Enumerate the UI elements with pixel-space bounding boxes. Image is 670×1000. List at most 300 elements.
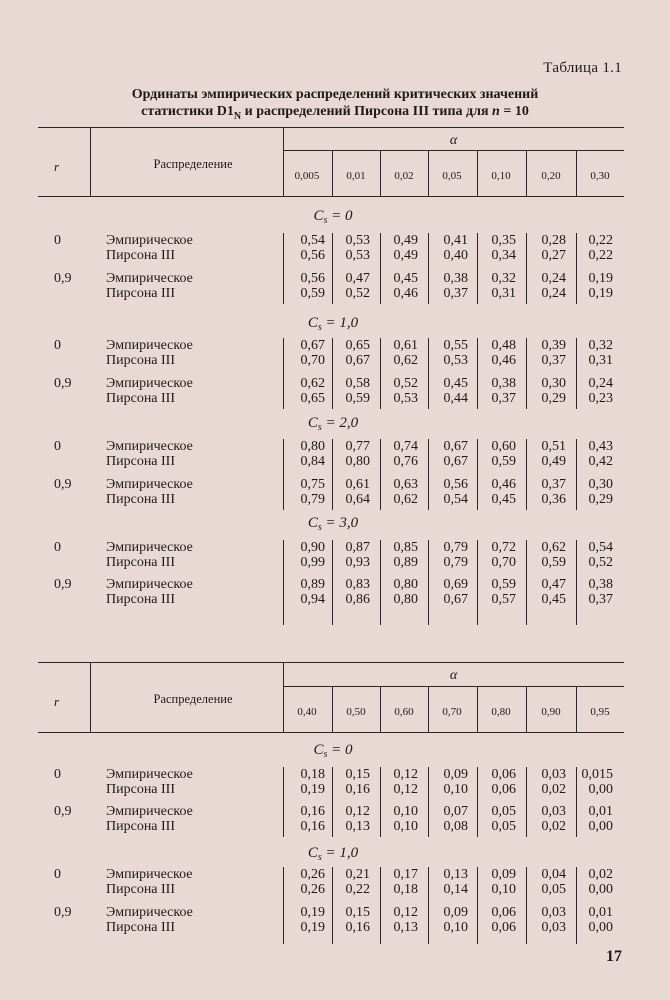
data-column-rule: [380, 439, 381, 510]
table-cell: 0,99: [300, 555, 325, 570]
table-cell: 0,55: [443, 338, 468, 353]
table-cell: 0,13: [345, 819, 370, 834]
cs-symbol: C: [313, 742, 324, 758]
table-cell: 0,63: [393, 477, 418, 492]
table-cell: 0,32: [491, 271, 516, 286]
cs-value: = 0: [327, 742, 353, 758]
r-value: 0: [54, 233, 61, 248]
data-column-rule: [283, 233, 284, 304]
table-cell: 0,07: [443, 804, 468, 819]
header-bottom-rule: [38, 196, 624, 197]
table-cell: 0,00: [588, 882, 613, 897]
table-cell: 0,67: [443, 454, 468, 469]
header-alpha: α: [449, 668, 458, 683]
table-cell: 0,12: [393, 905, 418, 920]
table-cell: 0,84: [300, 454, 325, 469]
data-column-rule: [576, 767, 577, 837]
table-cell: 0,00: [588, 819, 613, 834]
alpha-value: 0,01: [346, 170, 366, 182]
header-r: r: [54, 159, 60, 174]
table-cell: 0,13: [393, 920, 418, 935]
r-value: 0,9: [54, 376, 72, 391]
distribution-name: Пирсона III: [106, 248, 176, 263]
table-cell: 0,18: [300, 767, 325, 782]
data-column-rule: [380, 767, 381, 837]
distribution-name: Эмпиричecкое: [106, 867, 193, 882]
alpha-value: 0,20: [541, 170, 561, 182]
alpha-value: 0,30: [590, 170, 610, 182]
caption-line-2-pre: статистики D1: [141, 104, 234, 119]
data-column-rule: [332, 767, 333, 837]
caption-line-2-end: = 10: [499, 104, 529, 119]
table-cell: 0,56: [300, 248, 325, 263]
alpha-value: 0,90: [541, 706, 561, 718]
data-column-rule: [477, 439, 478, 510]
table-cell: 0,52: [588, 555, 613, 570]
table-cell: 0,38: [491, 376, 516, 391]
table-cell: 0,60: [491, 439, 516, 454]
distribution-name: Пирсона III: [106, 286, 176, 301]
table-cell: 0,02: [541, 819, 566, 834]
table-cell: 0,80: [393, 592, 418, 607]
table-cell: 0,48: [491, 338, 516, 353]
table-label: Таблица 1.1: [543, 60, 622, 76]
table-cell: 0,10: [443, 920, 468, 935]
distribution-name: Пирсона III: [106, 454, 176, 469]
table-cell: 0,21: [345, 867, 370, 882]
alpha-header-divider: [332, 686, 333, 732]
table-cell: 0,87: [345, 540, 370, 555]
table-cell: 0,70: [300, 353, 325, 368]
distribution-name: Пирсона III: [106, 882, 176, 897]
table-cell: 0,52: [345, 286, 370, 301]
table-cell: 0,28: [541, 233, 566, 248]
table-cell: 0,22: [588, 248, 613, 263]
alpha-value: 0,70: [442, 706, 462, 718]
cs-symbol: C: [313, 208, 324, 224]
cs-value: = 0: [327, 208, 353, 224]
cs-value: = 1,0: [321, 315, 359, 331]
table-cell: 0,00: [588, 782, 613, 797]
distribution-name: Эмпирическое: [106, 804, 193, 819]
table-cell: 0,31: [588, 353, 613, 368]
header-bottom-rule: [38, 732, 624, 733]
table-cell: 0,29: [541, 391, 566, 406]
data-column-rule: [526, 338, 527, 409]
table-cell: 0,62: [541, 540, 566, 555]
table-cell: 0,94: [300, 592, 325, 607]
r-value: 0: [54, 338, 61, 353]
table-cell: 0,05: [491, 804, 516, 819]
alpha-header-divider: [526, 150, 527, 196]
table-cell: 0,56: [443, 477, 468, 492]
distribution-name: Эмпирическое: [106, 577, 193, 592]
r-value: 0,9: [54, 271, 72, 286]
alpha-value: 0,10: [491, 170, 511, 182]
r-column-divider: [90, 127, 91, 196]
table-cell: 0,23: [588, 391, 613, 406]
table-cell: 0,72: [491, 540, 516, 555]
data-column-rule: [576, 867, 577, 944]
table-cell: 0,45: [491, 492, 516, 507]
cs-heading-text: [283, 742, 383, 760]
table-cell: 0,10: [393, 819, 418, 834]
table-cell: 0,16: [300, 819, 325, 834]
cs-symbol: C: [307, 515, 318, 531]
r-value: 0,9: [54, 477, 72, 492]
table-cell: 0,22: [345, 882, 370, 897]
r-value: 0: [54, 439, 61, 454]
table-cell: 0,01: [588, 905, 613, 920]
table-cell: 0,42: [588, 454, 613, 469]
alpha-value: 0,005: [294, 170, 320, 182]
table-cell: 0,59: [345, 391, 370, 406]
table-caption: [0, 86, 670, 125]
header-alpha: α: [449, 133, 458, 148]
table-cell: 0,67: [300, 338, 325, 353]
table-cell: 0,04: [541, 867, 566, 882]
distribution-name: Пирсона III: [106, 555, 176, 570]
r-value: 0: [54, 767, 61, 782]
table-cell: 0,80: [300, 439, 325, 454]
alpha-header-rule: [283, 686, 624, 687]
data-column-rule: [332, 867, 333, 944]
alpha-value: 0,40: [297, 706, 317, 718]
distribution-name: Пирсона III: [106, 592, 176, 607]
table-cell: 0,37: [541, 477, 566, 492]
cs-heading-text: [283, 315, 383, 333]
r-value: 0,9: [54, 804, 72, 819]
data-column-rule: [477, 540, 478, 625]
data-column-rule: [283, 338, 284, 409]
r-value: 0,9: [54, 577, 72, 592]
table-cell: 0,35: [491, 233, 516, 248]
table-cell: 0,53: [345, 233, 370, 248]
data-column-rule: [428, 338, 429, 409]
alpha-value: 0,80: [491, 706, 511, 718]
table-cell: 0,80: [345, 454, 370, 469]
table-cell: 0,65: [345, 338, 370, 353]
data-column-rule: [576, 439, 577, 510]
data-column-rule: [477, 338, 478, 409]
distribution-name: Эмпирическое: [106, 477, 193, 492]
cs-value: = 3,0: [321, 515, 359, 531]
table-cell: 0,56: [300, 271, 325, 286]
distribution-name: Пирсона III: [106, 819, 176, 834]
cs-heading-text: [283, 515, 383, 533]
table-cell: 0,19: [588, 286, 613, 301]
caption-line-2-var: n: [492, 104, 500, 119]
distribution-name: Эмпирическое: [106, 233, 193, 248]
alpha-header-divider: [428, 150, 429, 196]
table-cell: 0,46: [491, 477, 516, 492]
table-cell: 0,76: [393, 454, 418, 469]
distribution-name: Пирсона III: [106, 353, 176, 368]
table-cell: 0,62: [393, 492, 418, 507]
table-cell: 0,09: [491, 867, 516, 882]
table-cell: 0,67: [443, 439, 468, 454]
table-cell: 0,79: [300, 492, 325, 507]
alpha-value: 0,05: [442, 170, 462, 182]
table-cell: 0,39: [541, 338, 566, 353]
caption-line-2-sub: N: [233, 110, 242, 122]
header-distribution: Распределение: [153, 157, 233, 171]
data-column-rule: [477, 767, 478, 837]
table-cell: 0,18: [393, 882, 418, 897]
distribution-name: Пирсона III: [106, 920, 176, 935]
table-cell: 0,44: [443, 391, 468, 406]
table-cell: 0,10: [443, 782, 468, 797]
table-cell: 0,06: [491, 905, 516, 920]
table-cell: 0,57: [491, 592, 516, 607]
table-cell: 0,38: [443, 271, 468, 286]
data-column-rule: [380, 338, 381, 409]
table-cell: 0,45: [393, 271, 418, 286]
distribution-name: Эмпирическое: [106, 376, 193, 391]
data-column-rule: [428, 767, 429, 837]
cs-value: = 2,0: [321, 415, 359, 431]
cs-subscript: s: [317, 322, 322, 333]
table-cell: 0,41: [443, 233, 468, 248]
table-cell: 0,59: [541, 555, 566, 570]
distribution-name: Пирсона III: [106, 492, 176, 507]
alpha-header-divider: [526, 686, 527, 732]
table-cell: 0,67: [345, 353, 370, 368]
table-cell: 0,51: [541, 439, 566, 454]
r-column-divider: [90, 662, 91, 732]
distribution-name: Пирсона III: [106, 391, 176, 406]
table-cell: 0,19: [300, 920, 325, 935]
data-column-rule: [283, 439, 284, 510]
table-cell: 0,53: [345, 248, 370, 263]
table-cell: 0,34: [491, 248, 516, 263]
data-column-rule: [283, 540, 284, 625]
header-r: r: [54, 694, 60, 709]
cs-symbol: C: [307, 415, 318, 431]
table-cell: 0,30: [588, 477, 613, 492]
alpha-header-divider: [428, 686, 429, 732]
table-cell: 0,24: [588, 376, 613, 391]
table-cell: 0,15: [345, 905, 370, 920]
table-cell: 0,03: [541, 804, 566, 819]
cs-subscript: s: [317, 522, 322, 533]
r-value: 0,9: [54, 905, 72, 920]
table-cell: 0,19: [300, 782, 325, 797]
table-cell: 0,53: [443, 353, 468, 368]
cs-subscript: s: [317, 422, 322, 433]
table-cell: 0,24: [541, 286, 566, 301]
table-cell: 0,03: [541, 920, 566, 935]
table-cell: 0,79: [443, 555, 468, 570]
table-cell: 0,08: [443, 819, 468, 834]
table-cell: 0,37: [491, 391, 516, 406]
table-cell: 0,13: [443, 867, 468, 882]
alpha-header-divider: [477, 150, 478, 196]
table-cell: 0,45: [443, 376, 468, 391]
table-cell: 0,49: [393, 248, 418, 263]
data-column-rule: [477, 867, 478, 944]
alpha-header-divider: [380, 686, 381, 732]
table-cell: 0,12: [345, 804, 370, 819]
table-cell: 0,19: [588, 271, 613, 286]
table-cell: 0,24: [541, 271, 566, 286]
table-cell: 0,06: [491, 920, 516, 935]
table-cell: 0,05: [491, 819, 516, 834]
data-column-rule: [428, 867, 429, 944]
table-cell: 0,10: [393, 804, 418, 819]
table-cell: 0,32: [588, 338, 613, 353]
r-value: 0: [54, 867, 61, 882]
table-cell: 0,06: [491, 767, 516, 782]
cs-heading-text: [283, 415, 383, 433]
page-number: 17: [606, 948, 622, 965]
alpha-value: 0,50: [346, 706, 366, 718]
table-cell: 0,16: [345, 920, 370, 935]
table-cell: 0,54: [443, 492, 468, 507]
alpha-header-divider: [576, 686, 577, 732]
table-cell: 0,77: [345, 439, 370, 454]
table-cell: 0,29: [588, 492, 613, 507]
table-cell: 0,89: [300, 577, 325, 592]
table-cell: 0,36: [541, 492, 566, 507]
cs-value: = 1,0: [321, 845, 359, 861]
table-cell: 0,54: [588, 540, 613, 555]
table-cell: 0,67: [443, 592, 468, 607]
table-cell: 0,54: [300, 233, 325, 248]
table-cell: 0,015: [581, 767, 613, 782]
data-column-rule: [428, 439, 429, 510]
table-cell: 0,86: [345, 592, 370, 607]
table-top-rule: [38, 662, 624, 663]
table-cell: 0,74: [393, 439, 418, 454]
data-column-rule: [526, 233, 527, 304]
caption-line-2-post: и распределений Пирсона III типа для: [241, 104, 493, 119]
table-cell: 0,61: [345, 477, 370, 492]
table-top-rule: [38, 127, 624, 128]
table-cell: 0,59: [300, 286, 325, 301]
table-cell: 0,30: [541, 376, 566, 391]
data-column-rule: [332, 540, 333, 625]
table-cell: 0,85: [393, 540, 418, 555]
data-column-rule: [332, 439, 333, 510]
data-column-rule: [576, 233, 577, 304]
table-cell: 0,80: [393, 577, 418, 592]
table-cell: 0,14: [443, 882, 468, 897]
alpha-value: 0,60: [394, 706, 414, 718]
table-cell: 0,40: [443, 248, 468, 263]
table-cell: 0,45: [541, 592, 566, 607]
alpha-header-divider: [576, 150, 577, 196]
table-cell: 0,52: [393, 376, 418, 391]
data-column-rule: [332, 233, 333, 304]
data-column-rule: [283, 767, 284, 837]
table-cell: 0,09: [443, 905, 468, 920]
alpha-header-divider: [332, 150, 333, 196]
table-cell: 0,26: [300, 882, 325, 897]
table-cell: 0,79: [443, 540, 468, 555]
table-cell: 0,17: [393, 867, 418, 882]
table-cell: 0,43: [588, 439, 613, 454]
table-cell: 0,06: [491, 782, 516, 797]
data-column-rule: [380, 867, 381, 944]
table-cell: 0,49: [541, 454, 566, 469]
table-cell: 0,89: [393, 555, 418, 570]
cs-symbol: C: [307, 845, 318, 861]
r-value: 0: [54, 540, 61, 555]
data-column-rule: [428, 233, 429, 304]
table-cell: 0,10: [491, 882, 516, 897]
alpha-value: 0,02: [394, 170, 414, 182]
table-cell: 0,83: [345, 577, 370, 592]
table-cell: 0,19: [300, 905, 325, 920]
cs-symbol: C: [307, 315, 318, 331]
distribution-name: Эмпирическое: [106, 905, 193, 920]
table-cell: 0,59: [491, 577, 516, 592]
table-cell: 0,22: [588, 233, 613, 248]
table-cell: 0,64: [345, 492, 370, 507]
cs-subscript: s: [317, 852, 322, 863]
data-column-rule: [526, 540, 527, 625]
data-column-rule: [428, 540, 429, 625]
data-column-rule: [477, 233, 478, 304]
table-cell: 0,93: [345, 555, 370, 570]
data-column-rule: [332, 338, 333, 409]
table-cell: 0,12: [393, 767, 418, 782]
caption-line-1: Ординаты эмпирических распределений критических значений: [131, 87, 539, 102]
table-cell: 0,09: [443, 767, 468, 782]
table-cell: 0,53: [393, 391, 418, 406]
table-cell: 0,47: [345, 271, 370, 286]
data-column-rule: [526, 767, 527, 837]
table-cell: 0,49: [393, 233, 418, 248]
table-cell: 0,26: [300, 867, 325, 882]
distribution-name: Эмпирическое: [106, 271, 193, 286]
cs-subscript: s: [323, 749, 328, 760]
table-cell: 0,62: [393, 353, 418, 368]
distribution-name: Эмпирическое: [106, 767, 193, 782]
alpha-header-divider: [380, 150, 381, 196]
alpha-value: 0,95: [590, 706, 610, 718]
header-distribution: Распределение: [153, 692, 233, 706]
caption-line-2: [0, 103, 670, 125]
table-cell: 0,90: [300, 540, 325, 555]
table-cell: 0,00: [588, 920, 613, 935]
distribution-name: Пирсона III: [106, 782, 176, 797]
table-cell: 0,05: [541, 882, 566, 897]
data-column-rule: [283, 867, 284, 944]
table-cell: 0,02: [588, 867, 613, 882]
table-cell: 0,16: [300, 804, 325, 819]
data-column-rule: [380, 540, 381, 625]
table-cell: 0,02: [541, 782, 566, 797]
table-cell: 0,61: [393, 338, 418, 353]
data-column-rule: [526, 867, 527, 944]
data-column-rule: [576, 540, 577, 625]
table-cell: 0,16: [345, 782, 370, 797]
table-cell: 0,03: [541, 905, 566, 920]
table-cell: 0,12: [393, 782, 418, 797]
table-cell: 0,46: [491, 353, 516, 368]
alpha-header-divider: [477, 686, 478, 732]
table-cell: 0,37: [588, 592, 613, 607]
table-cell: 0,75: [300, 477, 325, 492]
table-cell: 0,65: [300, 391, 325, 406]
data-column-rule: [576, 338, 577, 409]
cs-heading-text: [283, 208, 383, 226]
table-cell: 0,38: [588, 577, 613, 592]
table-cell: 0,47: [541, 577, 566, 592]
table-cell: 0,15: [345, 767, 370, 782]
